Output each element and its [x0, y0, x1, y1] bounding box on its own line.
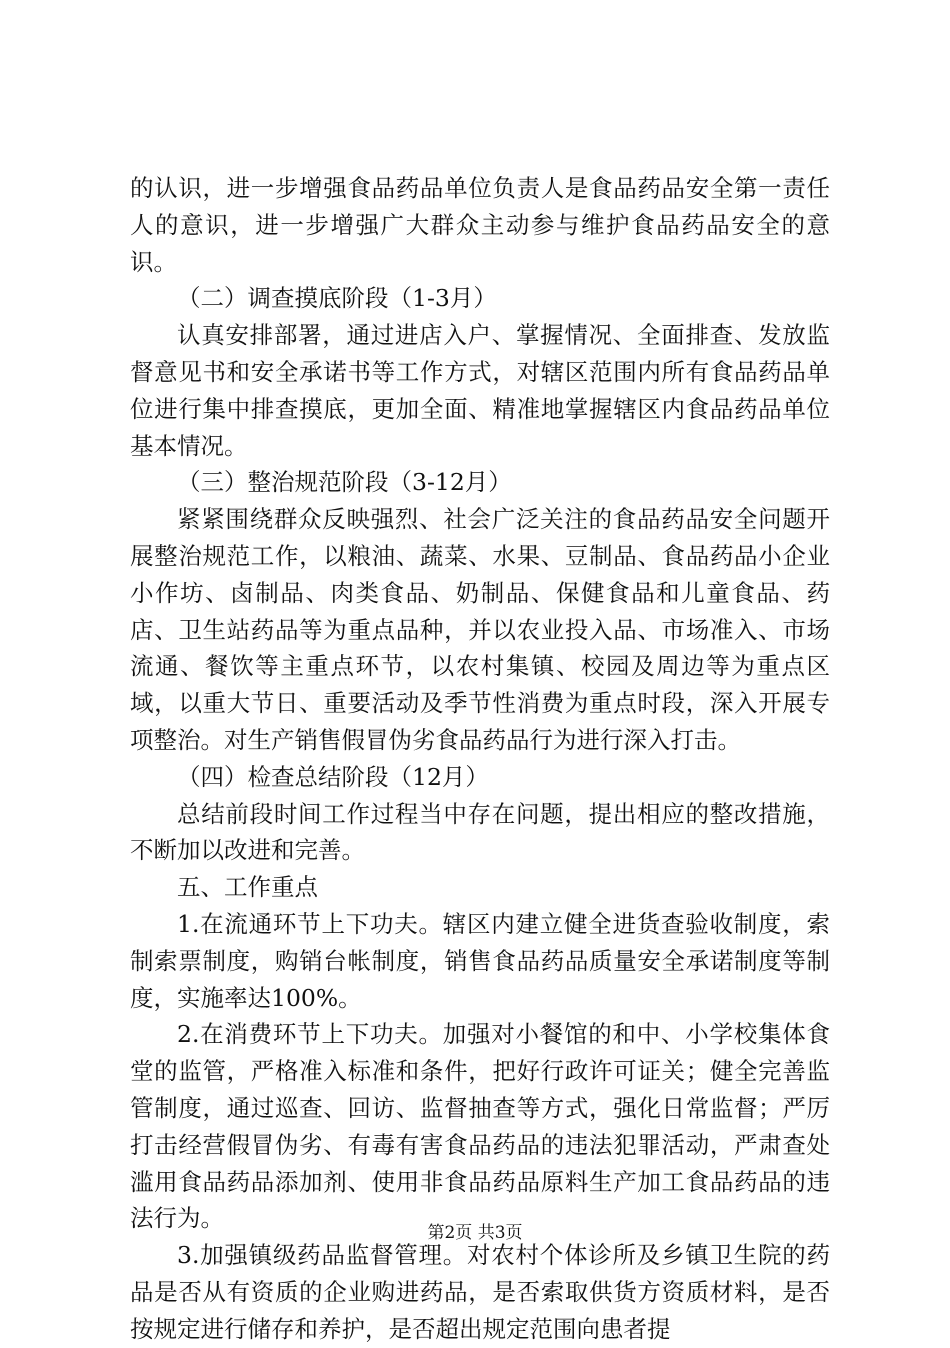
page-footer: 第2页 共3页	[427, 1223, 523, 1243]
paragraph-item-3: 3.加强镇级药品监督管理。对农村个体诊所及乡镇卫生院的药品是否从有资质的企业购进药品，是否索取供货方资质材料，是否按规定进行储存和养护，是否超出规定范围向患者提	[130, 1241, 830, 1343]
section-heading-rectification: （三）整治规范阶段（3-12月）	[177, 468, 512, 497]
paragraph-continuation: 的认识，进一步增强食品药品单位负责人是食品药品安全第一责任人的意识，进一步增强广大群众主动参与维护食品药品安全的意识。	[130, 174, 830, 276]
document-body	[130, 170, 830, 1348]
paragraph-survey: 认真安排部署，通过进店入户、掌握情况、全面排查、发放监督意见书和安全承诺书等工作方式，对辖区范围内所有食品药品单位进行集中排查摸底，更加全面、精准地掌握辖区内食品药品单位基本情况。	[130, 321, 830, 460]
paragraph-item-1: 1.在流通环节上下功夫。辖区内建立健全进货查验收制度，索制索票制度，购销台帐制度，销售食品药品质量安全承诺制度等制度，实施率达100%。	[130, 909, 830, 1012]
paragraph-rectification: 紧紧围绕群众反映强烈、社会广泛关注的食品药品安全问题开展整治规范工作，以粮油、蔬菜、水果、豆制品、食品药品小企业小作坊、卤制品、肉类食品、奶制品、保健食品和儿童食品、药店、卫生站药品等为重点品种，并以农业投入品、市场准入、市场流通、餐饮等主重点环节，以农村集镇、校园及周边等为重点区域，以重大节日、重要活动及季节性消费为重点时段，深入开展专项整治。对生产销售假冒伪劣食品药品行为进行深入打击。	[130, 505, 830, 754]
paragraph-inspection: 总结前段时间工作过程当中存在问题，提出相应的整改措施，不断加以改进和完善。	[130, 799, 830, 865]
paragraph-item-2: 2.在消费环节上下功夫。加强对小餐馆的和中、小学校集体食堂的监管，严格准入标准和条件，把好行政许可证关；健全完善监管制度，通过巡查、回访、监督抽查等方式，强化日常监督；严厉打击经营假冒伪劣、有毒有害食品药品的违法犯罪活动，严肃查处滥用食品药品添加剂、使用非食品药品原料生产加工食品药品的违法行为。	[130, 1020, 830, 1233]
section-heading-key-work: 五、工作重点	[177, 873, 318, 902]
section-heading-survey: （二）调查摸底阶段（1-3月）	[177, 284, 497, 313]
section-heading-inspection: （四）检查总结阶段（12月）	[177, 762, 489, 791]
